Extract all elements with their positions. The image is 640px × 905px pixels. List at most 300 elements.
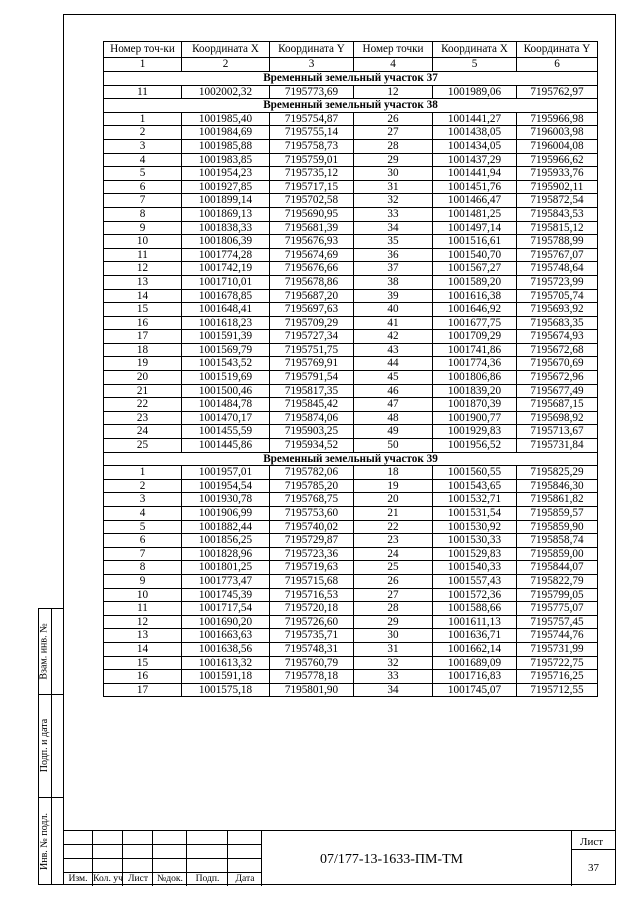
point-number-cell: 12 <box>104 262 182 276</box>
point-number-cell: 1 <box>104 112 182 126</box>
coordinate-x-cell: 1001869,13 <box>182 207 270 221</box>
point-number-cell: 18 <box>354 466 433 480</box>
coordinate-y-cell: 7195872,54 <box>517 194 598 208</box>
coordinate-y-cell: 7195751,75 <box>270 343 354 357</box>
coordinate-y-cell: 7195825,29 <box>517 466 598 480</box>
coordinate-y-cell: 7195822,79 <box>517 574 598 588</box>
coordinate-y-cell: 7195785,20 <box>270 479 354 493</box>
coordinate-y-cell: 7195731,84 <box>517 439 598 453</box>
column-number-row <box>104 58 598 72</box>
coordinate-y-cell: 7195744,76 <box>517 629 598 643</box>
point-number-cell: 29 <box>354 615 433 629</box>
coordinate-x-cell: 1001985,88 <box>182 139 270 153</box>
coordinate-x-cell: 1001690,20 <box>182 615 270 629</box>
coordinate-x-cell: 1001985,40 <box>182 112 270 126</box>
table-row <box>104 656 598 670</box>
coordinate-x-cell: 1001616,38 <box>433 289 517 303</box>
coordinate-y-cell: 7195874,06 <box>270 411 354 425</box>
coordinate-x-cell: 1001500,46 <box>182 384 270 398</box>
point-number-cell: 26 <box>354 574 433 588</box>
original-inventory-label: Инв. № подл. <box>39 812 51 870</box>
table-row <box>104 275 598 289</box>
coordinate-x-cell: 1001989,06 <box>433 85 517 99</box>
coordinate-x-cell: 1001481,25 <box>433 207 517 221</box>
coordinate-x-cell: 1001441,94 <box>433 167 517 181</box>
table-row <box>104 153 598 167</box>
coordinate-x-cell: 1001611,13 <box>433 615 517 629</box>
coordinate-x-cell: 1001560,55 <box>433 466 517 480</box>
header-coordinate-x-2: Координата X <box>433 42 517 58</box>
table-row <box>104 479 598 493</box>
point-number-cell: 50 <box>354 439 433 453</box>
coordinate-y-cell: 7195934,52 <box>270 439 354 453</box>
coordinate-y-cell: 7195740,02 <box>270 520 354 534</box>
point-number-cell: 49 <box>354 425 433 439</box>
table-row <box>104 520 598 534</box>
point-number-cell: 7 <box>104 194 182 208</box>
coordinates-table <box>103 41 598 697</box>
coordinate-x-cell: 1001741,86 <box>433 343 517 357</box>
point-number-cell: 18 <box>104 343 182 357</box>
coordinate-x-cell: 1001516,61 <box>433 235 517 249</box>
coordinate-x-cell: 1001569,79 <box>182 343 270 357</box>
coordinate-x-cell: 1001838,33 <box>182 221 270 235</box>
point-number-cell: 45 <box>354 371 433 385</box>
coordinate-y-cell: 7195788,99 <box>517 235 598 249</box>
coordinate-y-cell: 7195672,96 <box>517 371 598 385</box>
coordinate-x-cell: 1001646,92 <box>433 303 517 317</box>
coordinate-x-cell: 1001828,96 <box>182 547 270 561</box>
point-number-cell: 22 <box>104 398 182 412</box>
point-number-cell: 17 <box>104 683 182 697</box>
coordinate-y-cell: 7195715,68 <box>270 574 354 588</box>
table-row <box>104 425 598 439</box>
point-number-cell: 11 <box>104 248 182 262</box>
point-number-cell: 3 <box>104 493 182 507</box>
coordinate-y-cell: 7195773,69 <box>270 85 354 99</box>
point-number-cell: 1 <box>104 466 182 480</box>
point-number-cell: 46 <box>354 384 433 398</box>
coordinate-x-cell: 1002002,32 <box>182 85 270 99</box>
point-number-cell: 25 <box>104 439 182 453</box>
stamp-sheet-label: Лист <box>127 873 149 884</box>
table-row <box>104 139 598 153</box>
coordinate-x-cell: 1001557,43 <box>433 574 517 588</box>
coordinate-x-cell: 1001806,86 <box>433 371 517 385</box>
section-title: Временный земельный участок 37 <box>104 72 598 86</box>
coordinate-y-cell: 7195817,35 <box>270 384 354 398</box>
point-number-cell: 29 <box>354 153 433 167</box>
coordinate-x-cell: 1001677,75 <box>433 316 517 330</box>
stamp-signature-label: Подп. <box>195 873 220 884</box>
point-number-cell: 31 <box>354 180 433 194</box>
point-number-cell: 10 <box>104 588 182 602</box>
point-number-cell: 42 <box>354 330 433 344</box>
point-number-cell: 27 <box>354 588 433 602</box>
point-number-cell: 24 <box>104 425 182 439</box>
point-number-cell: 23 <box>354 534 433 548</box>
coordinate-x-cell: 1001638,56 <box>182 642 270 656</box>
document-code: 07/177-13-1633-ПМ-ТМ <box>320 852 463 867</box>
point-number-cell: 13 <box>104 629 182 643</box>
header-point-number-2: Номер точки <box>354 42 433 58</box>
coordinate-y-cell: 7195676,93 <box>270 235 354 249</box>
coordinate-y-cell: 7195767,07 <box>517 248 598 262</box>
coordinate-y-cell: 7195697,63 <box>270 303 354 317</box>
coordinate-x-cell: 1001445,86 <box>182 439 270 453</box>
coordinate-y-cell: 7195727,34 <box>270 330 354 344</box>
table-row <box>104 670 598 684</box>
coordinate-y-cell: 7195801,90 <box>270 683 354 697</box>
point-number-cell: 5 <box>104 520 182 534</box>
table-row <box>104 316 598 330</box>
point-number-cell: 30 <box>354 629 433 643</box>
column-number: 5 <box>433 58 517 72</box>
point-number-cell: 39 <box>354 289 433 303</box>
coordinate-y-cell: 7195683,35 <box>517 316 598 330</box>
table-row <box>104 235 598 249</box>
point-number-cell: 21 <box>354 507 433 521</box>
header-coordinate-y-2: Координата Y <box>517 42 598 58</box>
coordinate-y-cell: 7195845,42 <box>270 398 354 412</box>
coordinate-y-cell: 7195759,01 <box>270 153 354 167</box>
point-number-cell: 33 <box>354 670 433 684</box>
coordinate-y-cell: 7195846,30 <box>517 479 598 493</box>
table-row <box>104 398 598 412</box>
coordinate-x-cell: 1001648,41 <box>182 303 270 317</box>
coordinate-x-cell: 1001984,69 <box>182 126 270 140</box>
coordinate-y-cell: 7195713,67 <box>517 425 598 439</box>
table-row <box>104 248 598 262</box>
coordinate-x-cell: 1001983,85 <box>182 153 270 167</box>
coordinate-y-cell: 7195674,93 <box>517 330 598 344</box>
coordinate-x-cell: 1001540,33 <box>433 561 517 575</box>
table-row <box>104 411 598 425</box>
coordinate-y-cell: 7195760,79 <box>270 656 354 670</box>
coordinate-x-cell: 1001438,05 <box>433 126 517 140</box>
point-number-cell: 11 <box>104 85 182 99</box>
signature-date-label: Подп. и дата <box>39 718 50 773</box>
table-row <box>104 194 598 208</box>
column-number: 2 <box>182 58 270 72</box>
coordinate-x-cell: 1001540,70 <box>433 248 517 262</box>
table-row <box>104 642 598 656</box>
coordinate-x-cell: 1001956,52 <box>433 439 517 453</box>
table-row <box>104 180 598 194</box>
coordinate-y-cell: 7195716,25 <box>517 670 598 684</box>
coordinate-x-cell: 1001716,83 <box>433 670 517 684</box>
sheet-number: 37 <box>588 862 599 874</box>
stamp-count-label: Кол. уч <box>93 873 123 884</box>
coordinate-x-cell: 1001710,01 <box>182 275 270 289</box>
stamp-date-label: Дата <box>235 873 255 884</box>
point-number-cell: 17 <box>104 330 182 344</box>
coordinate-y-cell: 7195670,69 <box>517 357 598 371</box>
point-number-cell: 16 <box>104 670 182 684</box>
table-row <box>104 615 598 629</box>
coordinate-x-cell: 1001745,39 <box>182 588 270 602</box>
coordinate-x-cell: 1001882,44 <box>182 520 270 534</box>
table-row <box>104 330 598 344</box>
coordinate-y-cell: 7195775,07 <box>517 602 598 616</box>
coordinate-x-cell: 1001806,39 <box>182 235 270 249</box>
section-header-row <box>104 72 598 86</box>
coordinate-x-cell: 1001589,20 <box>433 275 517 289</box>
table-row <box>104 126 598 140</box>
point-number-cell: 6 <box>104 534 182 548</box>
table-row <box>104 439 598 453</box>
coordinate-x-cell: 1001588,66 <box>433 602 517 616</box>
coordinate-y-cell: 7195859,00 <box>517 547 598 561</box>
coordinate-x-cell: 1001497,14 <box>433 221 517 235</box>
coordinate-y-cell: 7195902,11 <box>517 180 598 194</box>
point-number-cell: 35 <box>354 235 433 249</box>
table-row <box>104 683 598 697</box>
table-row <box>104 507 598 521</box>
point-number-cell: 28 <box>354 602 433 616</box>
coordinate-y-cell: 7195791,54 <box>270 371 354 385</box>
column-number: 6 <box>517 58 598 72</box>
coordinate-x-cell: 1001591,39 <box>182 330 270 344</box>
point-number-cell: 9 <box>104 574 182 588</box>
point-number-cell: 27 <box>354 126 433 140</box>
coordinate-y-cell: 7195681,39 <box>270 221 354 235</box>
point-number-cell: 28 <box>354 139 433 153</box>
coordinate-y-cell: 7195720,18 <box>270 602 354 616</box>
coordinate-x-cell: 1001437,29 <box>433 153 517 167</box>
point-number-cell: 37 <box>354 262 433 276</box>
table-row <box>104 534 598 548</box>
section-title: Временный земельный участок 39 <box>104 452 598 466</box>
point-number-cell: 8 <box>104 207 182 221</box>
coordinate-x-cell: 1001929,83 <box>433 425 517 439</box>
point-number-cell: 25 <box>354 561 433 575</box>
coordinate-x-cell: 1001689,09 <box>433 656 517 670</box>
point-number-cell: 13 <box>104 275 182 289</box>
point-number-cell: 14 <box>104 642 182 656</box>
coordinate-y-cell: 7195748,31 <box>270 642 354 656</box>
table-row <box>104 167 598 181</box>
header-coordinate-y-1: Координата Y <box>270 42 354 58</box>
point-number-cell: 41 <box>354 316 433 330</box>
coordinate-x-cell: 1001801,25 <box>182 561 270 575</box>
column-number: 1 <box>104 58 182 72</box>
coordinate-x-cell: 1001870,39 <box>433 398 517 412</box>
coordinate-x-cell: 1001613,32 <box>182 656 270 670</box>
table-row <box>104 371 598 385</box>
coordinate-y-cell: 7195966,98 <box>517 112 598 126</box>
point-number-cell: 44 <box>354 357 433 371</box>
point-number-cell: 32 <box>354 656 433 670</box>
coordinate-y-cell: 7195723,99 <box>517 275 598 289</box>
table-row <box>104 574 598 588</box>
table-row <box>104 384 598 398</box>
section-header-row <box>104 452 598 466</box>
table-row <box>104 561 598 575</box>
table-row <box>104 493 598 507</box>
coordinate-y-cell: 7195676,66 <box>270 262 354 276</box>
coordinate-y-cell: 7195859,90 <box>517 520 598 534</box>
table-row <box>104 303 598 317</box>
table-row <box>104 262 598 276</box>
point-number-cell: 20 <box>354 493 433 507</box>
point-number-cell: 38 <box>354 275 433 289</box>
coordinate-y-cell: 7195769,91 <box>270 357 354 371</box>
coordinate-y-cell: 7195758,73 <box>270 139 354 153</box>
coordinate-y-cell: 7195735,71 <box>270 629 354 643</box>
point-number-cell: 22 <box>354 520 433 534</box>
coordinate-y-cell: 7195966,62 <box>517 153 598 167</box>
coordinate-x-cell: 1001678,85 <box>182 289 270 303</box>
point-number-cell: 33 <box>354 207 433 221</box>
coordinate-y-cell: 7195698,92 <box>517 411 598 425</box>
coordinate-y-cell: 7195861,82 <box>517 493 598 507</box>
coordinate-x-cell: 1001530,33 <box>433 534 517 548</box>
coordinate-y-cell: 7195843,53 <box>517 207 598 221</box>
coordinate-x-cell: 1001575,18 <box>182 683 270 697</box>
point-number-cell: 36 <box>354 248 433 262</box>
coordinate-x-cell: 1001470,17 <box>182 411 270 425</box>
coordinate-y-cell: 7195678,86 <box>270 275 354 289</box>
header-coordinate-x-1: Координата X <box>182 42 270 58</box>
point-number-cell: 19 <box>104 357 182 371</box>
coordinate-x-cell: 1001519,69 <box>182 371 270 385</box>
table-row <box>104 466 598 480</box>
point-number-cell: 20 <box>104 371 182 385</box>
point-number-cell: 48 <box>354 411 433 425</box>
coordinate-x-cell: 1001742,19 <box>182 262 270 276</box>
point-number-cell: 15 <box>104 656 182 670</box>
point-number-cell: 14 <box>104 289 182 303</box>
coordinate-y-cell: 7195933,76 <box>517 167 598 181</box>
table-row <box>104 207 598 221</box>
coordinate-y-cell: 7195755,14 <box>270 126 354 140</box>
coordinate-y-cell: 7195903,25 <box>270 425 354 439</box>
point-number-cell: 12 <box>104 615 182 629</box>
coordinate-x-cell: 1001662,14 <box>433 642 517 656</box>
point-number-cell: 9 <box>104 221 182 235</box>
coordinate-x-cell: 1001466,47 <box>433 194 517 208</box>
coordinate-x-cell: 1001636,71 <box>433 629 517 643</box>
point-number-cell: 2 <box>104 479 182 493</box>
coordinate-y-cell: 7195799,05 <box>517 588 598 602</box>
point-number-cell: 43 <box>354 343 433 357</box>
coordinate-x-cell: 1001531,54 <box>433 507 517 521</box>
coordinate-y-cell: 7195672,68 <box>517 343 598 357</box>
coordinate-y-cell: 7195723,36 <box>270 547 354 561</box>
coordinate-x-cell: 1001856,25 <box>182 534 270 548</box>
point-number-cell: 24 <box>354 547 433 561</box>
coordinate-x-cell: 1001709,29 <box>433 330 517 344</box>
header-row <box>104 42 598 58</box>
table-row <box>104 357 598 371</box>
coordinate-x-cell: 1001532,71 <box>433 493 517 507</box>
coordinate-y-cell: 7195677,49 <box>517 384 598 398</box>
section-header-row <box>104 99 598 113</box>
coordinate-y-cell: 7195693,92 <box>517 303 598 317</box>
table-row <box>104 85 598 99</box>
coordinate-x-cell: 1001484,78 <box>182 398 270 412</box>
coordinate-x-cell: 1001451,76 <box>433 180 517 194</box>
coordinate-x-cell: 1001906,99 <box>182 507 270 521</box>
point-number-cell: 40 <box>354 303 433 317</box>
point-number-cell: 2 <box>104 126 182 140</box>
coordinate-y-cell: 7195768,75 <box>270 493 354 507</box>
coordinate-y-cell: 7195709,29 <box>270 316 354 330</box>
coordinate-x-cell: 1001774,36 <box>433 357 517 371</box>
stamp-change-label: Изм. <box>68 873 88 884</box>
coordinate-x-cell: 1001530,92 <box>433 520 517 534</box>
coordinate-x-cell: 1001618,23 <box>182 316 270 330</box>
point-number-cell: 10 <box>104 235 182 249</box>
table-row <box>104 112 598 126</box>
coordinate-y-cell: 7195702,58 <box>270 194 354 208</box>
point-number-cell: 12 <box>354 85 433 99</box>
coordinate-y-cell: 7195754,87 <box>270 112 354 126</box>
coordinate-y-cell: 7195690,95 <box>270 207 354 221</box>
coordinate-x-cell: 1001529,83 <box>433 547 517 561</box>
point-number-cell: 11 <box>104 602 182 616</box>
point-number-cell: 30 <box>354 167 433 181</box>
coordinate-y-cell: 7195674,69 <box>270 248 354 262</box>
coordinate-y-cell: 7195717,15 <box>270 180 354 194</box>
coordinate-y-cell: 7195815,12 <box>517 221 598 235</box>
point-number-cell: 5 <box>104 167 182 181</box>
point-number-cell: 47 <box>354 398 433 412</box>
coordinate-x-cell: 1001572,36 <box>433 588 517 602</box>
coordinate-x-cell: 1001900,77 <box>433 411 517 425</box>
table-row <box>104 221 598 235</box>
coordinate-x-cell: 1001774,28 <box>182 248 270 262</box>
point-number-cell: 26 <box>354 112 433 126</box>
replacement-inventory-label: Взам. инв. № <box>39 622 51 680</box>
coordinate-x-cell: 1001441,27 <box>433 112 517 126</box>
coordinate-y-cell: 7195782,06 <box>270 466 354 480</box>
coordinate-y-cell: 7195858,74 <box>517 534 598 548</box>
coordinate-x-cell: 1001773,47 <box>182 574 270 588</box>
table-row <box>104 588 598 602</box>
point-number-cell: 3 <box>104 139 182 153</box>
coordinate-x-cell: 1001957,01 <box>182 466 270 480</box>
point-number-cell: 23 <box>104 411 182 425</box>
point-number-cell: 4 <box>104 153 182 167</box>
coordinate-y-cell: 7196004,08 <box>517 139 598 153</box>
table-row <box>104 289 598 303</box>
coordinate-x-cell: 1001745,07 <box>433 683 517 697</box>
coordinate-x-cell: 1001567,27 <box>433 262 517 276</box>
coordinate-y-cell: 7195748,64 <box>517 262 598 276</box>
coordinate-x-cell: 1001455,59 <box>182 425 270 439</box>
coordinate-y-cell: 7195716,53 <box>270 588 354 602</box>
point-number-cell: 4 <box>104 507 182 521</box>
header-point-number-1: Номер точ-ки <box>104 42 182 58</box>
coordinate-y-cell: 7195722,75 <box>517 656 598 670</box>
coordinate-y-cell: 7195705,74 <box>517 289 598 303</box>
sheet-label: Лист <box>580 836 604 848</box>
coordinate-y-cell: 7195729,87 <box>270 534 354 548</box>
coordinate-x-cell: 1001954,54 <box>182 479 270 493</box>
coordinate-y-cell: 7195731,99 <box>517 642 598 656</box>
coordinate-x-cell: 1001927,85 <box>182 180 270 194</box>
point-number-cell: 34 <box>354 221 433 235</box>
coordinate-x-cell: 1001663,63 <box>182 629 270 643</box>
coordinate-y-cell: 7195762,97 <box>517 85 598 99</box>
column-number: 4 <box>354 58 433 72</box>
table-row <box>104 343 598 357</box>
table-row <box>104 602 598 616</box>
section-title: Временный земельный участок 38 <box>104 99 598 113</box>
table-row <box>104 547 598 561</box>
